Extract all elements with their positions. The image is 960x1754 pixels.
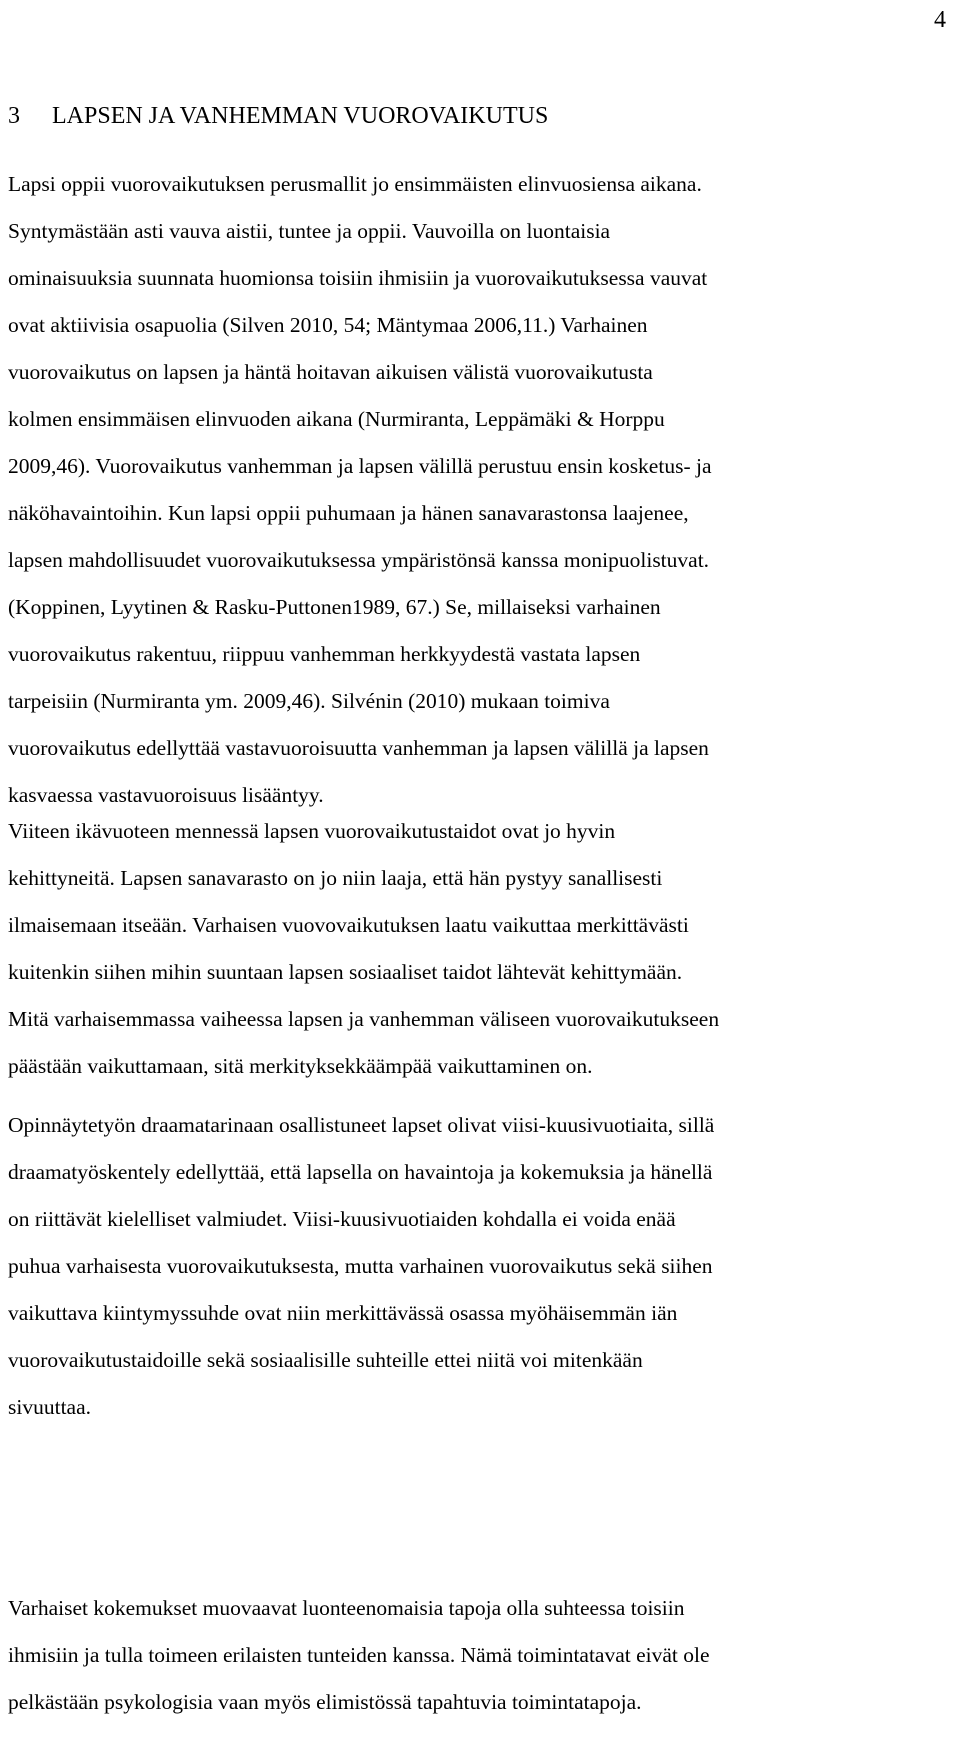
text-line: draamatyöskentely edellyttää, että lapsella on havaintoja ja kokemuksia ja hänellä — [8, 1160, 713, 1184]
text-line: pelkästään psykologisia vaan myös elimistössä tapahtuvia toimintatapoja. — [8, 1690, 642, 1714]
text-line: ominaisuuksia suunnata huomionsa toisiin ihmisiin ja vuorovaikutuksessa vauvat — [8, 266, 708, 290]
text-line: vaikuttava kiintymyssuhde ovat niin merkittävässä osassa myöhäisemmän iän — [8, 1301, 678, 1325]
text-line: Viiteen ikävuoteen mennessä lapsen vuorovaikutustaidot ovat jo hyvin — [8, 819, 616, 843]
text-line: kasvaessa vastavuoroisuus lisääntyy. — [8, 783, 324, 807]
text-line: sivuuttaa. — [8, 1395, 91, 1419]
text-line: ilmaisemaan itseään. Varhaisen vuovovaikutuksen laatu vaikuttaa merkittävästi — [8, 913, 689, 937]
text-line: tarpeisiin (Nurmiranta ym. 2009,46). Silvénin (2010) mukaan toimiva — [8, 689, 610, 713]
text-line: Mitä varhaisemmassa vaiheessa lapsen ja vanhemman väliseen vuorovaikutukseen — [8, 1007, 720, 1031]
text-line: kuitenkin siihen mihin suuntaan lapsen sosiaaliset taidot lähtevät kehittymään. — [8, 960, 683, 984]
text-line: vuorovaikutus edellyttää vastavuoroisuutta vanhemman ja lapsen välillä ja lapsen — [8, 736, 709, 760]
text-line: on riittävät kielelliset valmiudet. Viisi-kuusivuotiaiden kohdalla ei voida enää — [8, 1207, 676, 1231]
text-line: puhua varhaisesta vuorovaikutuksesta, mutta varhainen vuorovaikutus sekä siihen — [8, 1254, 713, 1278]
paragraph-1 — [8, 161, 952, 819]
text-line: kehittyneitä. Lapsen sanavarasto on jo niin laaja, että hän pystyy sanallisesti — [8, 866, 663, 890]
page-number: 4 — [934, 7, 946, 33]
text-line: kolmen ensimmäisen elinvuoden aikana (Nurmiranta, Leppämäki & Horppu — [8, 407, 665, 431]
text-line: Syntymästään asti vauva aistii, tuntee ja oppii. Vauvoilla on luontaisia — [8, 219, 611, 243]
text-line: ovat aktiivisia osapuolia (Silven 2010, 54; Mäntymaa 2006,11.) Varhainen — [8, 313, 648, 337]
text-line: vuorovaikutustaidoille sekä sosiaalisille suhteille ettei niitä voi mitenkään — [8, 1348, 643, 1372]
text-line: (Koppinen, Lyytinen & Rasku-Puttonen1989, 67.) Se, millaiseksi varhainen — [8, 595, 661, 619]
text-line: ihmisiin ja tulla toimeen erilaisten tunteiden kanssa. Nämä toimintatavat eivät ole — [8, 1643, 710, 1667]
text-line: lapsen mahdollisuudet vuorovaikutuksessa ympäristönsä kanssa monipuolistuvat. — [8, 548, 710, 572]
paragraph-3 — [8, 1102, 952, 1431]
section-heading — [8, 96, 548, 136]
text-line: vuorovaikutus rakentuu, riippuu vanhemman herkkyydestä vastata lapsen — [8, 642, 641, 666]
text-line: vuorovaikutus on lapsen ja häntä hoitavan aikuisen välistä vuorovaikutusta — [8, 360, 653, 384]
text-line: Lapsi oppii vuorovaikutuksen perusmallit jo ensimmäisten elinvuosiensa aikana. — [8, 172, 702, 196]
section-title: LAPSEN JA VANHEMMAN VUOROVAIKUTUS — [52, 103, 549, 129]
text-line: Opinnäytetyön draamatarinaan osallistuneet lapset olivat viisi-kuusivuotiaita, sillä — [8, 1113, 715, 1137]
text-line: 2009,46). Vuorovaikutus vanhemman ja lapsen välillä perustuu ensin kosketus- ja — [8, 454, 712, 478]
text-line: näköhavaintoihin. Kun lapsi oppii puhumaan ja hänen sanavarastonsa laajenee, — [8, 501, 689, 525]
paragraph-4 — [8, 1585, 952, 1726]
text-line: Varhaiset kokemukset muovaavat luonteenomaisia tapoja olla suhteessa toisiin — [8, 1596, 685, 1620]
paragraph-2 — [8, 808, 952, 1090]
text-line: päästään vaikuttamaan, sitä merkityksekkäämpää vaikuttaminen on. — [8, 1054, 593, 1078]
section-number: 3 — [8, 103, 20, 129]
